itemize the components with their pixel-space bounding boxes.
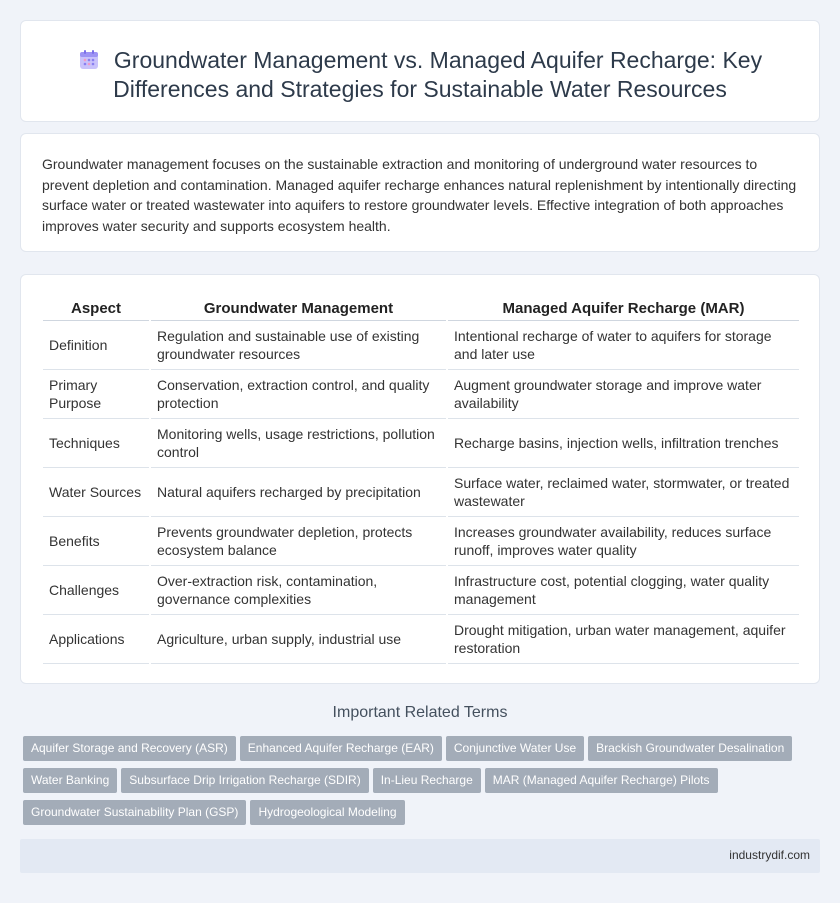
- related-terms-tags: [23, 736, 813, 832]
- page-title-text: Groundwater Management vs. Managed Aquifer Recharge: Key Differences and Strategies for Sustainable Water Resources: [113, 47, 763, 102]
- row-groundwater-value: Over-extraction risk, contamination, governance complexities: [150, 565, 447, 614]
- row-mar-value: Increases groundwater availability, reduces surface runoff, improves water quality: [447, 516, 799, 565]
- tag-gsp[interactable]: Groundwater Sustainability Plan (GSP): [23, 800, 246, 825]
- header-aspect: Aspect: [43, 295, 150, 320]
- footer: [20, 839, 820, 873]
- tag-in-lieu-recharge[interactable]: In-Lieu Recharge: [373, 768, 481, 793]
- comparison-card: [20, 274, 820, 684]
- tag-hydrogeological-modeling[interactable]: Hydrogeological Modeling: [250, 800, 404, 825]
- table-row: [43, 320, 799, 369]
- tag-sdir[interactable]: Subsurface Drip Irrigation Recharge (SDIR): [121, 768, 368, 793]
- row-mar-value: Recharge basins, injection wells, infiltration trenches: [447, 418, 799, 467]
- row-aspect: Water Sources: [43, 467, 150, 516]
- row-mar-value: Drought mitigation, urban water management, aquifer restoration: [447, 614, 799, 663]
- title-card: [20, 20, 820, 122]
- tag-water-banking[interactable]: Water Banking: [23, 768, 117, 793]
- footer-site-link[interactable]: industrydif.com: [729, 848, 810, 862]
- page-title: [21, 21, 819, 104]
- calendar-icon: [78, 49, 100, 71]
- row-aspect: Techniques: [43, 418, 150, 467]
- tag-asr[interactable]: Aquifer Storage and Recovery (ASR): [23, 736, 236, 761]
- intro-paragraph: Groundwater management focuses on the sustainable extraction and monitoring of underground water resources to prevent depletion and contamination. Managed aquifer recharge enhances natural replenishment by intentionally directing surface water or treated wastewater into aquifers to restore groundwater levels. Effective integration of both approaches improves water security and supports ecosystem health.: [42, 156, 797, 234]
- header-groundwater-management: Groundwater Management: [150, 295, 447, 320]
- tag-brackish-desalination[interactable]: Brackish Groundwater Desalination: [588, 736, 792, 761]
- row-mar-value: Surface water, reclaimed water, stormwater, or treated wastewater: [447, 467, 799, 516]
- intro-card: [20, 133, 820, 252]
- tag-mar-pilots[interactable]: MAR (Managed Aquifer Recharge) Pilots: [485, 768, 718, 793]
- row-aspect: Primary Purpose: [43, 369, 150, 418]
- row-aspect: Applications: [43, 614, 150, 663]
- row-mar-value: Infrastructure cost, potential clogging, water quality management: [447, 565, 799, 614]
- row-groundwater-value: Natural aquifers recharged by precipitation: [150, 467, 447, 516]
- table-row: [43, 614, 799, 663]
- tag-ear[interactable]: Enhanced Aquifer Recharge (EAR): [240, 736, 442, 761]
- row-mar-value: Augment groundwater storage and improve water availability: [447, 369, 799, 418]
- header-mar: Managed Aquifer Recharge (MAR): [447, 295, 799, 320]
- comparison-table: [43, 295, 799, 664]
- row-aspect: Challenges: [43, 565, 150, 614]
- row-aspect: Benefits: [43, 516, 150, 565]
- table-row: [43, 565, 799, 614]
- related-terms-heading: Important Related Terms: [332, 704, 508, 721]
- row-groundwater-value: Regulation and sustainable use of existing groundwater resources: [150, 320, 447, 369]
- table-row: [43, 418, 799, 467]
- row-mar-value: Intentional recharge of water to aquifers for storage and later use: [447, 320, 799, 369]
- row-groundwater-value: Conservation, extraction control, and quality protection: [150, 369, 447, 418]
- table-row: [43, 369, 799, 418]
- table-header-row: [43, 295, 799, 320]
- row-groundwater-value: Prevents groundwater depletion, protects ecosystem balance: [150, 516, 447, 565]
- row-aspect: Definition: [43, 320, 150, 369]
- row-groundwater-value: Agriculture, urban supply, industrial use: [150, 614, 447, 663]
- table-row: [43, 467, 799, 516]
- tag-conjunctive-water-use[interactable]: Conjunctive Water Use: [446, 736, 584, 761]
- row-groundwater-value: Monitoring wells, usage restrictions, pollution control: [150, 418, 447, 467]
- table-row: [43, 516, 799, 565]
